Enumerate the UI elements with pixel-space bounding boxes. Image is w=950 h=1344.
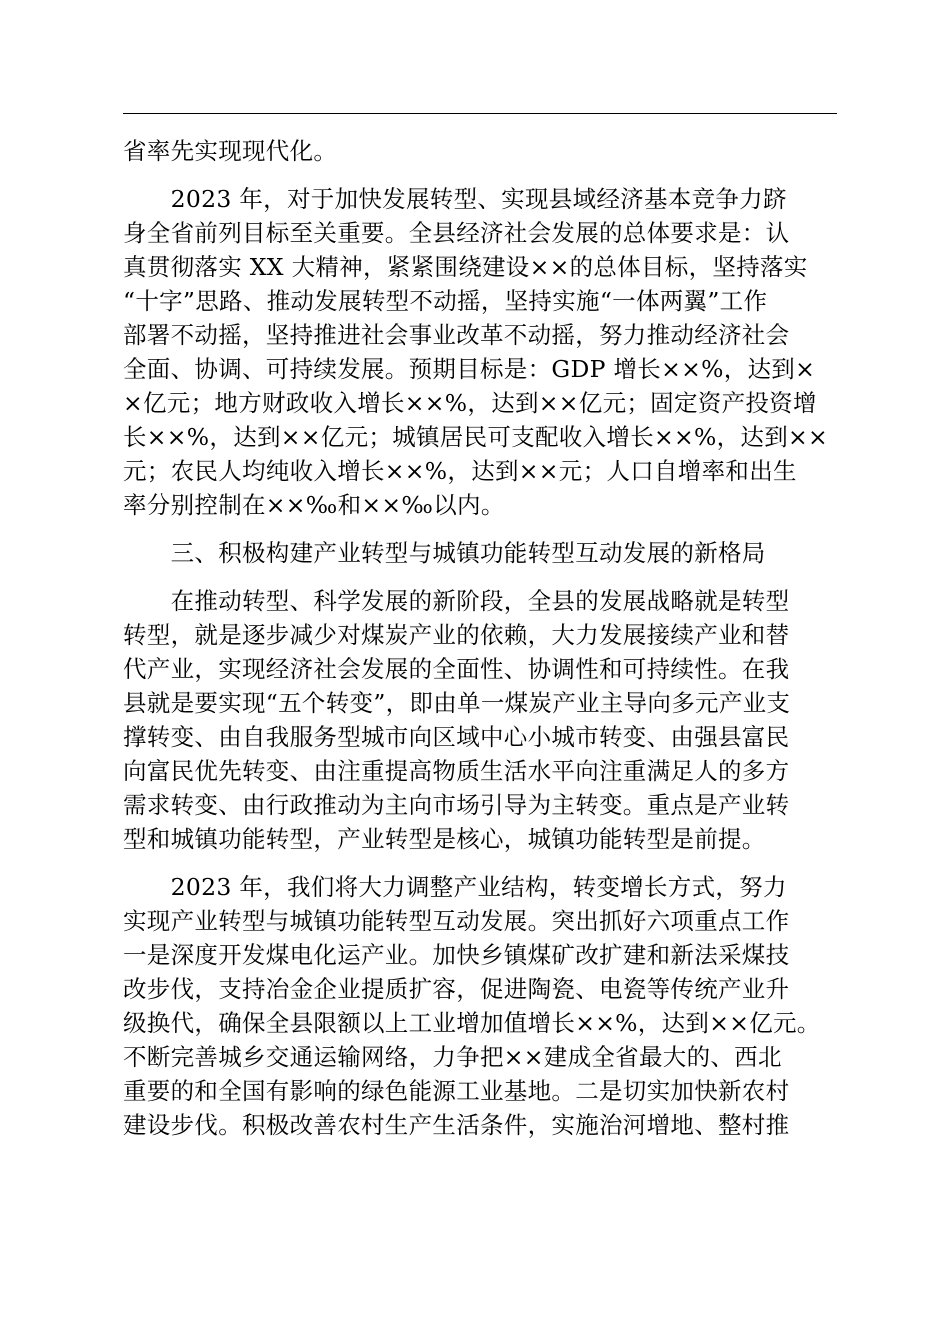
text-line: 改步伐，支持冶金企业提质扩容，促进陶瓷、电瓷等传统产业升 <box>123 975 790 1003</box>
text-line: 长××%，达到××亿元；城镇居民可支配收入增长××%，达到×× <box>123 423 828 451</box>
paragraph-2023-key-work <box>123 870 839 1142</box>
text-line: 转型，就是逐步减少对煤炭产业的依赖，大力发展接续产业和替 <box>123 621 790 649</box>
text-line: 县就是要实现“五个转变”，即由单一煤炭产业主导向多元产业支 <box>123 689 791 717</box>
text-line: 不断完善城乡交通运输网络，力争把××建成全省最大的、西北 <box>123 1043 782 1071</box>
text-line: 部署不动摇，坚持推进社会事业改革不动摇，努力推动经济社会 <box>123 321 790 349</box>
text-line: 撑转变、由自我服务型城市向区域中心小城市转变、由强县富民 <box>123 723 790 751</box>
body-text <box>123 134 839 1142</box>
text-line: 一是深度开发煤电化运产业。加快乡镇煤矿改扩建和新法采煤技 <box>123 941 790 969</box>
text-line: ×亿元；地方财政收入增长××%，达到××亿元；固定资产投资增 <box>123 389 817 417</box>
text-line: 向富民优先转变、由注重提高物质生活水平向注重满足人的多方 <box>123 757 790 785</box>
text-line: 建设步伐。积极改善农村生产生活条件，实施治河增地、整村推 <box>123 1111 790 1139</box>
text-line: 元；农民人均纯收入增长××%，达到××元；人口自增率和出生 <box>123 457 797 485</box>
text-line: 级换代，确保全县限额以上工业增加值增长××%，达到××亿元。 <box>123 1009 821 1037</box>
text-line: 真贯彻落实 XX 大精神，紧紧围绕建设××的总体目标，坚持落实 <box>123 253 808 281</box>
section-heading-text: 三、积极构建产业转型与城镇功能转型互动发展的新格局 <box>123 539 766 567</box>
paragraph-transformation-strategy <box>123 584 839 856</box>
header-rule <box>123 113 837 114</box>
text-line: 身全省前列目标至关重要。全县经济社会发展的总体要求是：认 <box>123 219 790 247</box>
paragraph-2023-goals <box>123 182 839 522</box>
text-line: 在推动转型、科学发展的新阶段，全县的发展战略就是转型 <box>123 587 790 615</box>
text-line: 率分别控制在××‰和××‰以内。 <box>123 491 505 519</box>
text-line: 需求转变、由行政推动为主向市场引导为主转变。重点是产业转 <box>123 791 790 819</box>
paragraph-continuation <box>123 134 839 168</box>
text-line: 型和城镇功能转型，产业转型是核心，城镇功能转型是前提。 <box>123 825 766 853</box>
section-heading-3 <box>123 536 839 570</box>
text-line: 全面、协调、可持续发展。预期目标是：GDP 增长××%，达到× <box>123 355 816 383</box>
text-line: 2023 年，我们将大力调整产业结构，转变增长方式，努力 <box>123 873 787 901</box>
text-line: 省率先实现现代化。 <box>123 137 338 165</box>
text-line: 代产业，实现经济社会发展的全面性、协调性和可持续性。在我 <box>123 655 790 683</box>
text-line: 重要的和全国有影响的绿色能源工业基地。二是切实加快新农村 <box>123 1077 790 1105</box>
text-line: “十字”思路、推动发展转型不动摇，坚持实施“一体两翼”工作 <box>123 287 768 315</box>
text-line: 2023 年，对于加快发展转型、实现县域经济基本竞争力跻 <box>123 185 787 213</box>
text-line: 实现产业转型与城镇功能转型互动发展。突出抓好六项重点工作 <box>123 907 790 935</box>
